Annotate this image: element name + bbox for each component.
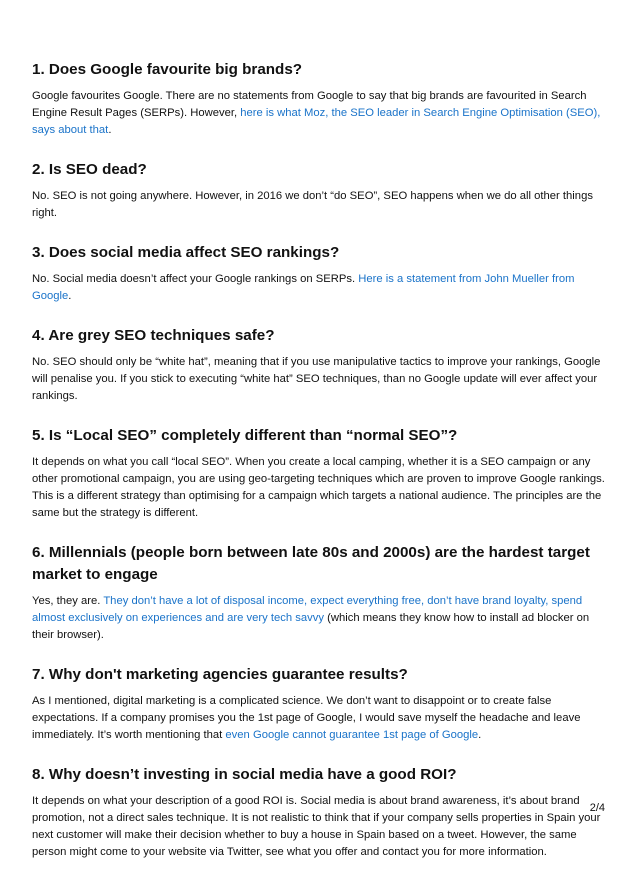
answer-text: No. Social media doesn’t affect your Google rankings on SERPs.	[32, 273, 359, 285]
faq-question-5: 5. Is “Local SEO” completely different than “normal SEO”?	[32, 427, 458, 444]
faq-answer-4	[32, 354, 608, 405]
faq-answer-2	[32, 188, 608, 222]
answer-text: (which means they know how to install ad blocker on their browser).	[32, 612, 590, 641]
moz-link[interactable]: here is what Moz, the SEO leader in Search Engine Optimisation (SEO), says about that	[32, 107, 601, 136]
faq-answer-5	[32, 454, 608, 522]
faq-answer-6	[32, 593, 608, 644]
answer-text: No. SEO should only be “white hat”, meaning that if you use manipulative tactics to improve your rankings, Google will penalise you. If you stick to executing “white hat” SEO techniques, than no Google update will ever affect your rankings.	[32, 356, 601, 402]
answer-text: Google favourites Google. There are no statements from Google to say that big brands are favourited in Search Engine Result Pages (SERPs). However,	[32, 90, 587, 119]
faq-answer-8	[32, 793, 608, 861]
answer-text: As I mentioned, digital marketing is a complicated science. We don’t want to disappoint or to create false expectations. If a company promises you the 1st page of Google, I would save myself the headache and leave immediately. It’s worth mentioning that	[32, 695, 581, 741]
answer-text: It depends on what you call “local SEO”. When you create a local camping, whether it is a SEO campaign or any other promotional campaign, you are using geo-targeting techniques which are proven to improve Google rankings. This is a different strategy than optimising for a campaign which targets a national audience. The principles are the same but the strategy is different.	[32, 456, 605, 519]
faq-content	[32, 59, 608, 881]
answer-text: .	[108, 124, 112, 136]
faq-question-3: 3. Does social media affect SEO rankings?	[32, 244, 340, 261]
google-guarantee-link[interactable]: even Google cannot guarantee 1st page of Google	[225, 729, 479, 741]
faq-answer-1	[32, 88, 608, 139]
faq-question-4: 4. Are grey SEO techniques safe?	[32, 327, 275, 344]
answer-text: It depends on what your description of a good ROI is. Social media is about brand awareness, it’s about brand promotion, not a direct sales technique. It is not realistic to think that if your company sells properties in Spain your next customer will make their decision whether to buy a house in Spain based on a tweet. However, the same person might come to your website via Twitter, see what you offer and contact you for more information.	[32, 795, 601, 858]
faq-answer-7	[32, 693, 608, 744]
answer-text: .	[68, 290, 72, 302]
faq-question-2: 2. Is SEO dead?	[32, 161, 147, 178]
page-number: 2/4	[589, 802, 605, 814]
answer-text: Yes, they are.	[32, 595, 104, 607]
faq-question-7: 7. Why don't marketing agencies guarantee results?	[32, 666, 408, 683]
faq-question-6: 6. Millennials (people born between late 80s and 2000s) are the hardest target market to engage	[32, 544, 590, 583]
faq-question-8: 8. Why doesn’t investing in social media have a good ROI?	[32, 766, 457, 783]
answer-text: No. SEO is not going anywhere. However, in 2016 we don’t “do SEO”, SEO happens when we do all other things right.	[32, 190, 593, 219]
faq-answer-3	[32, 271, 608, 305]
millennials-link[interactable]: They don’t have a lot of disposal income, expect everything free, don’t have brand loyalty, spend almost exclusively on experiences and are very tech savvy	[32, 595, 583, 624]
answer-text: .	[478, 729, 482, 741]
john-mueller-link[interactable]: Here is a statement from John Mueller from Google	[32, 273, 575, 302]
faq-question-1: 1. Does Google favourite big brands?	[32, 61, 303, 78]
